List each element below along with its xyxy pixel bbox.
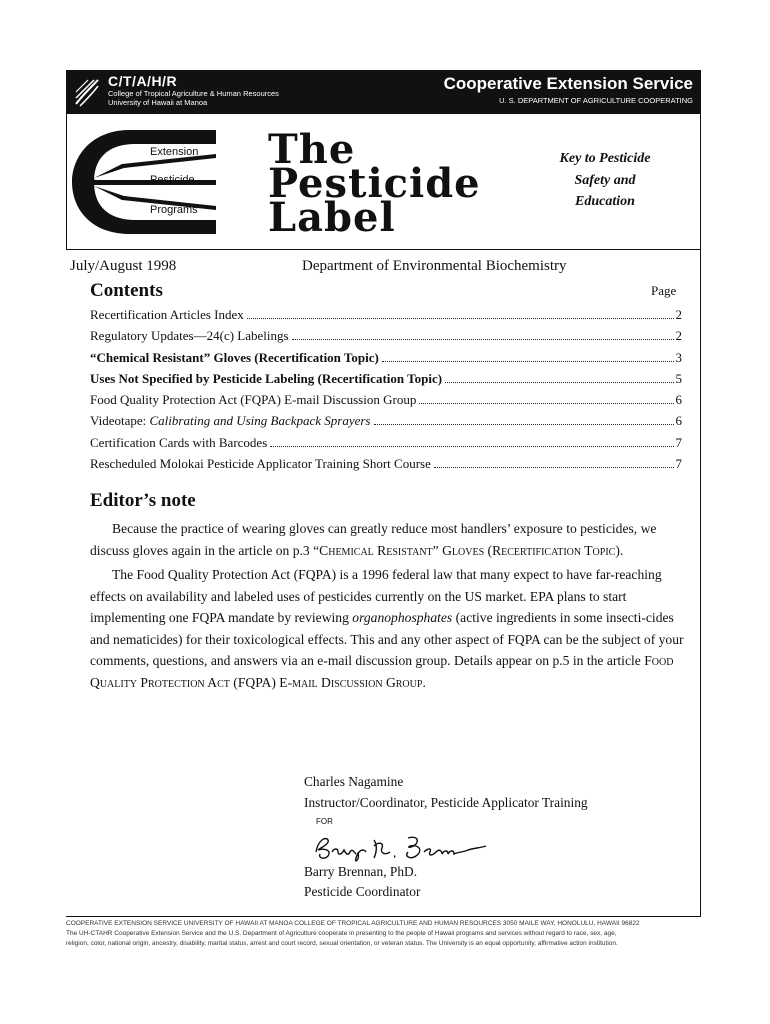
logo-text-extension: Extension: [150, 146, 199, 158]
signer-name-1: Charles Nagamine: [304, 774, 404, 789]
toc-item[interactable]: Recertification Articles Index 2: [90, 307, 682, 322]
title-the: The: [268, 126, 356, 173]
signer-title-2: Pesticide Coordinator: [304, 884, 421, 899]
title-label: Label: [268, 194, 396, 241]
logo-text-pesticide: Pesticide: [150, 174, 195, 186]
footer-divider: [66, 916, 701, 917]
ctahr-logo-icon: [74, 76, 100, 108]
toc-item[interactable]: Food Quality Protection Act (FQPA) E-mail Discussion Group 6: [90, 392, 682, 408]
toc-item[interactable]: Certification Cards with Barcodes 7: [90, 434, 682, 450]
tagline-line-3: Education: [575, 194, 635, 209]
toc-item[interactable]: Videotape: Calibrating and Using Backpack Sprayers 6: [90, 413, 682, 429]
page-column-label: Page: [651, 283, 677, 298]
header-banner: [66, 70, 701, 114]
signer-title-1: Instructor/Coordinator, Pesticide Applicator Training: [304, 795, 588, 810]
toc-item[interactable]: Rescheduled Molokai Pesticide Applicator Training Short Course 7: [90, 456, 682, 472]
college-name: College of Tropical Agriculture & Human Resources: [108, 89, 279, 98]
usda-cooperating: U. S. DEPARTMENT OF AGRICULTURE COOPERATING: [499, 96, 693, 105]
table-of-contents: [90, 307, 682, 477]
signer-name-2: Barry Brennan, PhD.: [304, 864, 418, 879]
editor-note-heading: Editor’s note: [90, 490, 196, 511]
frame-right-rule: [700, 114, 701, 917]
org-name: C/T/A/H/R: [108, 73, 178, 89]
toc-item[interactable]: Regulatory Updates—24(c) Labelings 2: [90, 328, 682, 344]
issue-date: July/August 1998: [70, 258, 177, 274]
for-label: FOR: [316, 817, 333, 826]
toc-item[interactable]: “Chemical Resistant” Gloves (Recertification Topic) 3: [90, 349, 682, 365]
footer-disclaimer-1: The UH-CTAHR Cooperative Extension Service and the U.S. Department of Agriculture cooperate in presenting to the people of Hawaii programs and services without regard to race, sex, age,: [66, 930, 617, 937]
tagline-line-1: Key to Pesticide: [559, 151, 651, 166]
editor-note-paragraph-2: The Food Quality Protection Act (FQPA) is a 1996 federal law that many expect to have far-reaching effects on availability and labeled uses of pesticides currently on the US market. EPA plans to start implementing one FQPA mandate by reviewing organophosphates (active ingredients in some insecti-cides and nematicides) for their toxicological effects. This and any other aspect of FQPA can be the subject of your comments, questions, and answers via an e-mail discussion group. Details appear on p.5 in the article Food Quality Protection Act (FQPA) E-mail Discussion Group.: [90, 567, 684, 690]
handwritten-signature: [312, 830, 492, 864]
footer-disclaimer-2: religion, color, national origin, ancestry, disability, marital status, arrest and court record, sexual orientation, or veteran status. The University is an equal opportunity, affirmative action institution.: [66, 940, 618, 947]
university-name: University of Hawaii at Manoa: [108, 98, 208, 107]
logo-text-programs: Programs: [150, 204, 198, 216]
title-pesticide: Pesticide: [268, 160, 481, 207]
editor-note-paragraph-1: Because the practice of wearing gloves can greatly reduce most handlers’ exposure to pesticides, we discuss gloves again in the article on p.3 “Chemical Resistant” Gloves (Recertification Topic).: [90, 521, 657, 558]
footer-address: COOPERATIVE EXTENSION SERVICE UNIVERSITY OF HAWAII AT MANOA COLLEGE OF TROPICAL AGRICULTURE AND HUMAN RESOURCES 3050 MAILE WAY, HONOLULU, HAWAII 96822: [66, 920, 640, 927]
toc-item[interactable]: Uses Not Specified by Pesticide Labeling (Recertification Topic) 5: [90, 370, 682, 386]
department-name: Department of Environmental Biochemistry: [302, 258, 567, 274]
masthead-divider: [66, 249, 701, 250]
tagline-line-2: Safety and: [574, 173, 636, 188]
contents-heading: Contents: [90, 280, 163, 301]
service-name: Cooperative Extension Service: [443, 74, 693, 93]
